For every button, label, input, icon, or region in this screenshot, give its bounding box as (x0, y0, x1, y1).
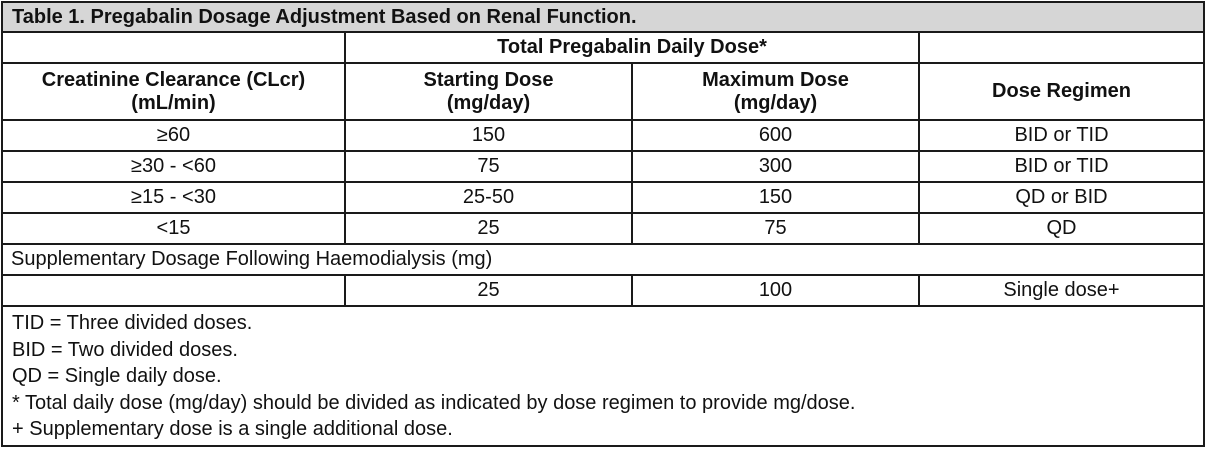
table-cell: 300 (632, 151, 919, 182)
table-cell: 150 (345, 120, 632, 151)
footnote: BID = Two divided doses. (12, 338, 238, 361)
notes-row (2, 306, 1204, 446)
column-header-row (2, 63, 1204, 120)
table-cell: ≥30 - <60 (2, 151, 345, 182)
subheader-row (2, 32, 1204, 63)
table-row (2, 151, 1204, 182)
table-cell: ≥60 (2, 120, 345, 151)
column-header-starting-dose (345, 63, 632, 120)
table-title: Table 1. Pregabalin Dosage Adjustment Based on Renal Function. (2, 2, 1204, 32)
table-cell: 25-50 (345, 182, 632, 213)
table-cell: ≥15 - <30 (2, 182, 345, 213)
table-cell: 100 (632, 275, 919, 306)
table-row (2, 213, 1204, 244)
footnote: + Supplementary dose is a single additional dose. (12, 418, 453, 441)
header-line: (mg/day) (446, 91, 531, 114)
table-cell: QD (919, 213, 1204, 244)
footnote: QD = Single daily dose. (12, 365, 222, 388)
header-line: (mg/day) (733, 91, 818, 114)
supplementary-row (2, 275, 1204, 306)
table-cell: 600 (632, 120, 919, 151)
dosage-table (1, 1, 1205, 447)
title-row (2, 2, 1204, 32)
header-line: Maximum Dose (702, 68, 849, 91)
header-line: Creatinine Clearance (CLcr) (41, 68, 306, 91)
table-row (2, 182, 1204, 213)
table-row (2, 120, 1204, 151)
table-cell: 75 (345, 151, 632, 182)
total-daily-dose-header: Total Pregabalin Daily Dose* (345, 32, 919, 63)
table-cell: 150 (632, 182, 919, 213)
footnotes (2, 306, 1204, 446)
supplementary-label-row (2, 244, 1204, 275)
table-cell: 25 (345, 275, 632, 306)
table-cell (2, 275, 345, 306)
footnote: * Total daily dose (mg/day) should be divided as indicated by dose regimen to provide mg/dose. (12, 391, 856, 414)
supplementary-label: Supplementary Dosage Following Haemodialysis (mg) (2, 244, 1204, 275)
column-header-dose-regimen (919, 63, 1204, 120)
table-cell: 25 (345, 213, 632, 244)
header-line: Starting Dose (423, 68, 554, 91)
table-cell: Single dose+ (919, 275, 1204, 306)
table-cell: QD or BID (919, 182, 1204, 213)
table-cell: 75 (632, 213, 919, 244)
table-cell: <15 (2, 213, 345, 244)
empty-cell (919, 32, 1204, 63)
header-line: (mL/min) (131, 91, 216, 114)
table-cell: BID or TID (919, 120, 1204, 151)
empty-cell (2, 32, 345, 63)
header-line: Dose Regimen (992, 80, 1131, 102)
column-header-clcr (2, 63, 345, 120)
column-header-maximum-dose (632, 63, 919, 120)
footnote: TID = Three divided doses. (12, 312, 253, 335)
table-cell: BID or TID (919, 151, 1204, 182)
